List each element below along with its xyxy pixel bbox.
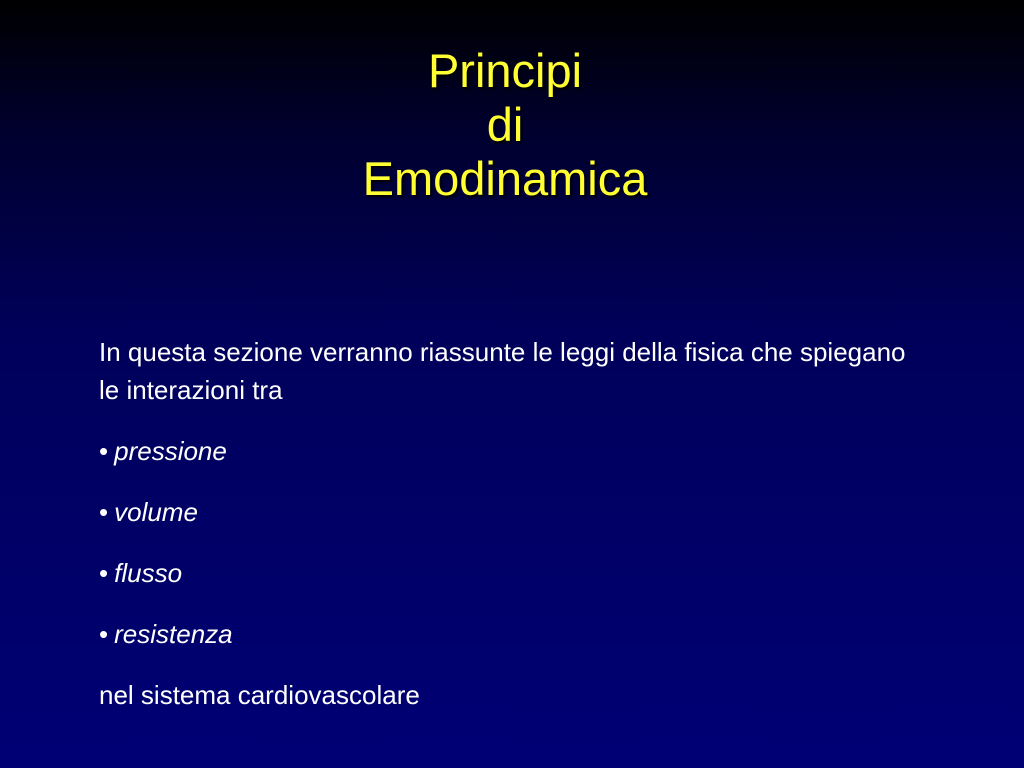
title-line-1: Principi	[427, 44, 583, 97]
outro-paragraph: nel sistema cardiovascolare	[99, 680, 420, 710]
title-line-2: di	[486, 98, 524, 151]
bullet-icon: •	[99, 436, 109, 466]
bullet-list	[99, 432, 919, 653]
bullet-item-volume	[99, 493, 919, 531]
bullet-label: volume	[114, 497, 198, 527]
bullet-item-resistenza	[99, 615, 919, 653]
slide-body	[99, 333, 919, 714]
bullet-item-pressione	[99, 432, 919, 470]
bullet-label: pressione	[114, 436, 227, 466]
bullet-icon: •	[99, 619, 109, 649]
intro-paragraph: In questa sezione verranno riassunte le leggi della fisica che spiegano le interazioni tra	[99, 337, 906, 405]
title-line-3: Emodinamica	[362, 152, 648, 205]
slide-title	[0, 44, 1010, 206]
bullet-icon: •	[99, 497, 109, 527]
bullet-icon: •	[99, 558, 109, 588]
bullet-label: resistenza	[114, 619, 233, 649]
bullet-label: flusso	[114, 558, 183, 588]
bullet-item-flusso	[99, 554, 919, 592]
